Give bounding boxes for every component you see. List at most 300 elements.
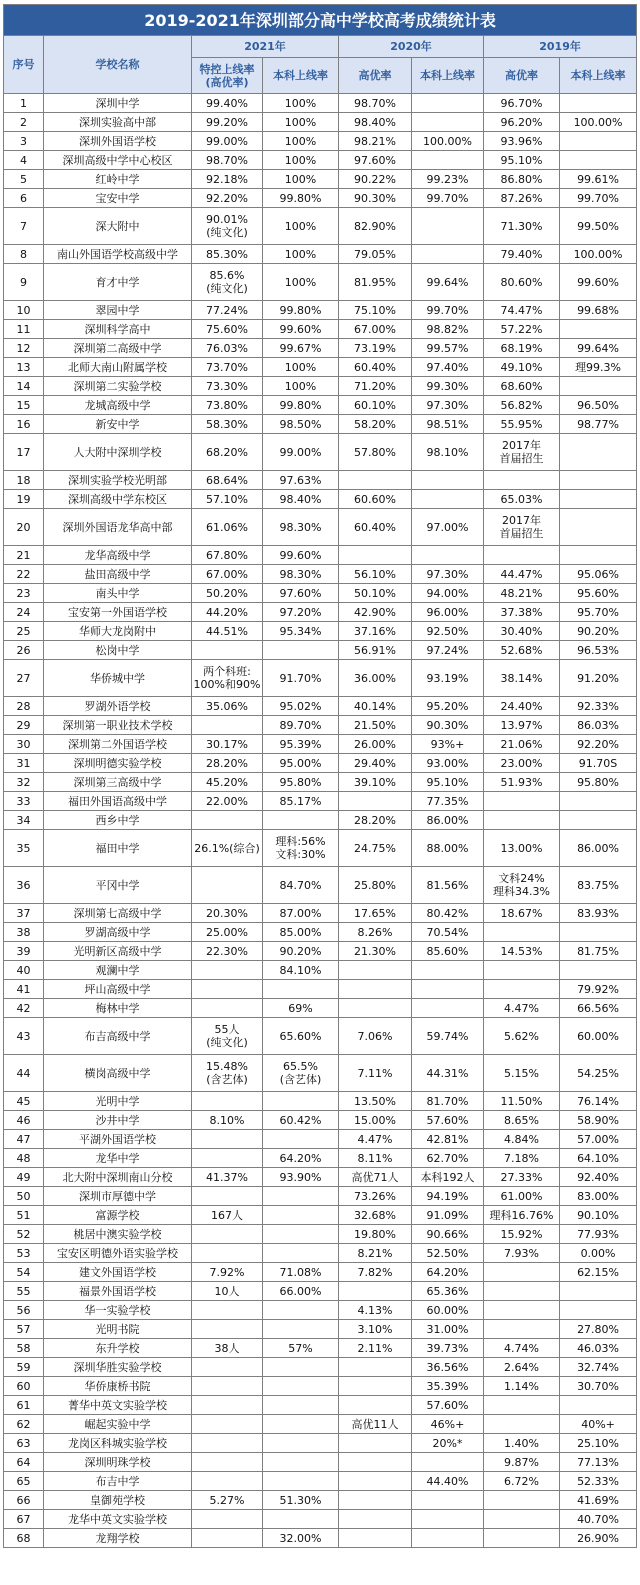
cell-school: 布吉中学	[44, 1472, 192, 1491]
cell-school: 东升学校	[44, 1339, 192, 1358]
table-row	[4, 1225, 637, 1244]
table-row	[4, 490, 637, 509]
cell-2021-undergrad-rate: 91.70%	[263, 660, 339, 697]
cell-2020-top-rate: 75.10%	[339, 301, 412, 320]
cell-2019-top-rate: 65.03%	[484, 490, 560, 509]
cell-2020-top-rate: 17.65%	[339, 904, 412, 923]
cell-2019-undergrad-rate: 95.70%	[560, 603, 637, 622]
cell-2019-undergrad-rate: 99.70%	[560, 189, 637, 208]
cell-2020-undergrad-rate	[412, 151, 484, 170]
cell-2021-undergrad-rate	[263, 1320, 339, 1339]
cell-2020-undergrad-rate: 97.40%	[412, 358, 484, 377]
cell-2021-undergrad-rate: 100%	[263, 377, 339, 396]
cell-2019-undergrad-rate: 64.10%	[560, 1149, 637, 1168]
cell-2021-undergrad-rate: 64.20%	[263, 1149, 339, 1168]
header-2020-top-rate: 高优率	[339, 58, 412, 94]
cell-2019-top-rate: 14.53%	[484, 942, 560, 961]
cell-2021-undergrad-rate: 100%	[263, 113, 339, 132]
cell-seq: 62	[4, 1415, 44, 1434]
cell-2020-undergrad-rate	[412, 961, 484, 980]
header-2021: 2021年	[192, 36, 339, 58]
cell-2021-top-rate: 50.20%	[192, 584, 263, 603]
cell-seq: 46	[4, 1111, 44, 1130]
cell-2021-undergrad-rate: 95.39%	[263, 735, 339, 754]
cell-school: 坪山高级中学	[44, 980, 192, 999]
cell-2021-top-rate	[192, 1225, 263, 1244]
cell-2019-undergrad-rate: 58.90%	[560, 1111, 637, 1130]
cell-2021-top-rate: 90.01% (纯文化)	[192, 208, 263, 245]
cell-2019-undergrad-rate	[560, 923, 637, 942]
table-row	[4, 1018, 637, 1055]
cell-2019-top-rate: 2.64%	[484, 1358, 560, 1377]
cell-2019-undergrad-rate: 83.93%	[560, 904, 637, 923]
cell-school: 北大附中深圳南山分校	[44, 1168, 192, 1187]
cell-school: 沙井中学	[44, 1111, 192, 1130]
cell-seq: 10	[4, 301, 44, 320]
cell-school: 育才中学	[44, 264, 192, 301]
cell-2020-top-rate: 19.80%	[339, 1225, 412, 1244]
cell-2021-top-rate: 77.24%	[192, 301, 263, 320]
cell-2019-undergrad-rate	[560, 434, 637, 471]
cell-seq: 39	[4, 942, 44, 961]
cell-2020-top-rate	[339, 546, 412, 565]
cell-2020-top-rate: 90.30%	[339, 189, 412, 208]
cell-seq: 23	[4, 584, 44, 603]
cell-2021-top-rate	[192, 1472, 263, 1491]
cell-2021-undergrad-rate	[263, 1358, 339, 1377]
cell-seq: 24	[4, 603, 44, 622]
cell-seq: 41	[4, 980, 44, 999]
cell-2020-top-rate: 56.10%	[339, 565, 412, 584]
cell-2019-undergrad-rate: 83.75%	[560, 867, 637, 904]
cell-2021-top-rate	[192, 1092, 263, 1111]
cell-2020-top-rate: 98.21%	[339, 132, 412, 151]
cell-school: 福田中学	[44, 830, 192, 867]
cell-2019-top-rate: 2017年 首届招生	[484, 509, 560, 546]
cell-2020-undergrad-rate: 99.30%	[412, 377, 484, 396]
cell-school: 华侨康桥书院	[44, 1377, 192, 1396]
cell-2019-top-rate: 6.72%	[484, 1472, 560, 1491]
cell-2021-undergrad-rate	[263, 1187, 339, 1206]
cell-2019-top-rate: 24.40%	[484, 697, 560, 716]
cell-2019-undergrad-rate	[560, 961, 637, 980]
cell-2020-top-rate: 8.11%	[339, 1149, 412, 1168]
cell-seq: 37	[4, 904, 44, 923]
cell-2020-top-rate: 21.50%	[339, 716, 412, 735]
cell-2020-undergrad-rate	[412, 1510, 484, 1529]
cell-2021-undergrad-rate	[263, 1472, 339, 1491]
cell-school: 布吉高级中学	[44, 1018, 192, 1055]
table-row	[4, 792, 637, 811]
cell-2020-top-rate	[339, 1510, 412, 1529]
cell-2020-undergrad-rate: 99.23%	[412, 170, 484, 189]
cell-2020-top-rate	[339, 1377, 412, 1396]
cell-2019-undergrad-rate	[560, 471, 637, 490]
cell-2019-top-rate: 74.47%	[484, 301, 560, 320]
cell-2019-top-rate: 2017年 首届招生	[484, 434, 560, 471]
cell-2020-undergrad-rate: 20%*	[412, 1434, 484, 1453]
cell-2021-top-rate: 28.20%	[192, 754, 263, 773]
cell-2019-top-rate: 7.18%	[484, 1149, 560, 1168]
cell-2019-undergrad-rate: 66.56%	[560, 999, 637, 1018]
cell-2020-top-rate: 25.80%	[339, 867, 412, 904]
cell-2021-top-rate: 85.30%	[192, 245, 263, 264]
cell-school: 宝安第一外国语学校	[44, 603, 192, 622]
cell-2020-undergrad-rate: 90.66%	[412, 1225, 484, 1244]
cell-2020-top-rate	[339, 471, 412, 490]
cell-2021-top-rate: 20.30%	[192, 904, 263, 923]
cell-school: 深圳第七高级中学	[44, 904, 192, 923]
table-row	[4, 961, 637, 980]
cell-2021-top-rate: 76.03%	[192, 339, 263, 358]
cell-2021-top-rate	[192, 999, 263, 1018]
cell-seq: 52	[4, 1225, 44, 1244]
cell-2021-undergrad-rate	[263, 1301, 339, 1320]
cell-seq: 6	[4, 189, 44, 208]
cell-school: 深圳第三高级中学	[44, 773, 192, 792]
cell-2019-top-rate	[484, 1415, 560, 1434]
cell-seq: 48	[4, 1149, 44, 1168]
cell-2020-undergrad-rate: 93%+	[412, 735, 484, 754]
cell-seq: 20	[4, 509, 44, 546]
table-row	[4, 1111, 637, 1130]
cell-2019-top-rate: 文科24% 理科34.3%	[484, 867, 560, 904]
cell-2021-top-rate	[192, 1415, 263, 1434]
table-row	[4, 754, 637, 773]
cell-2020-top-rate	[339, 980, 412, 999]
cell-2021-undergrad-rate: 99.80%	[263, 189, 339, 208]
cell-seq: 11	[4, 320, 44, 339]
table-row	[4, 1244, 637, 1263]
cell-2019-top-rate: 9.87%	[484, 1453, 560, 1472]
cell-seq: 56	[4, 1301, 44, 1320]
cell-school: 光明新区高级中学	[44, 942, 192, 961]
cell-2021-top-rate: 99.40%	[192, 94, 263, 113]
table-row	[4, 1206, 637, 1225]
cell-2020-top-rate: 73.19%	[339, 339, 412, 358]
cell-2019-undergrad-rate: 92.40%	[560, 1168, 637, 1187]
cell-seq: 44	[4, 1055, 44, 1092]
cell-2020-undergrad-rate	[412, 113, 484, 132]
cell-2020-top-rate: 26.00%	[339, 735, 412, 754]
cell-2019-top-rate	[484, 471, 560, 490]
cell-2020-undergrad-rate: 99.70%	[412, 189, 484, 208]
table-row	[4, 113, 637, 132]
table-row	[4, 1472, 637, 1491]
cell-2019-top-rate: 79.40%	[484, 245, 560, 264]
table-row	[4, 245, 637, 264]
cell-2020-top-rate: 32.68%	[339, 1206, 412, 1225]
table-row	[4, 1377, 637, 1396]
table-row	[4, 773, 637, 792]
cell-2020-top-rate: 39.10%	[339, 773, 412, 792]
cell-2020-undergrad-rate: 52.50%	[412, 1244, 484, 1263]
cell-2019-top-rate: 51.93%	[484, 773, 560, 792]
table-row	[4, 716, 637, 735]
cell-2020-top-rate: 97.60%	[339, 151, 412, 170]
cell-school: 翠园中学	[44, 301, 192, 320]
cell-2021-top-rate: 25.00%	[192, 923, 263, 942]
cell-2021-undergrad-rate	[263, 1092, 339, 1111]
cell-2020-undergrad-rate: 42.81%	[412, 1130, 484, 1149]
table-row	[4, 735, 637, 754]
cell-2020-undergrad-rate	[412, 245, 484, 264]
cell-2021-top-rate	[192, 1510, 263, 1529]
cell-2020-undergrad-rate: 97.00%	[412, 509, 484, 546]
cell-school: 光明书院	[44, 1320, 192, 1339]
cell-2021-undergrad-rate: 95.00%	[263, 754, 339, 773]
cell-seq: 43	[4, 1018, 44, 1055]
cell-school: 西乡中学	[44, 811, 192, 830]
cell-2020-undergrad-rate: 98.51%	[412, 415, 484, 434]
header-2019-undergrad-rate: 本科上线率	[560, 58, 637, 94]
cell-2020-top-rate: 60.40%	[339, 358, 412, 377]
cell-2019-top-rate	[484, 923, 560, 942]
cell-2019-top-rate	[484, 980, 560, 999]
cell-school: 深圳外国语学校	[44, 132, 192, 151]
cell-2019-top-rate: 87.26%	[484, 189, 560, 208]
cell-2019-undergrad-rate	[560, 1301, 637, 1320]
cell-2020-undergrad-rate: 98.82%	[412, 320, 484, 339]
cell-2020-top-rate: 42.90%	[339, 603, 412, 622]
cell-2021-top-rate	[192, 1320, 263, 1339]
cell-school: 松岗中学	[44, 641, 192, 660]
cell-2020-undergrad-rate: 99.57%	[412, 339, 484, 358]
cell-2020-top-rate: 高优11人	[339, 1415, 412, 1434]
cell-2019-undergrad-rate: 91.20%	[560, 660, 637, 697]
cell-2021-undergrad-rate: 98.30%	[263, 565, 339, 584]
cell-2019-top-rate: 38.14%	[484, 660, 560, 697]
table-row	[4, 471, 637, 490]
cell-2020-undergrad-rate	[412, 94, 484, 113]
cell-2019-undergrad-rate: 99.50%	[560, 208, 637, 245]
cell-2020-top-rate: 57.80%	[339, 434, 412, 471]
cell-seq: 53	[4, 1244, 44, 1263]
cell-2020-undergrad-rate	[412, 1529, 484, 1548]
table-row	[4, 830, 637, 867]
cell-2020-top-rate: 40.14%	[339, 697, 412, 716]
cell-2021-undergrad-rate: 90.20%	[263, 942, 339, 961]
cell-2021-undergrad-rate	[263, 1396, 339, 1415]
table-row	[4, 1149, 637, 1168]
cell-school: 观澜中学	[44, 961, 192, 980]
cell-school: 平冈中学	[44, 867, 192, 904]
cell-2020-undergrad-rate: 97.30%	[412, 565, 484, 584]
cell-2021-top-rate	[192, 1529, 263, 1548]
cell-2019-undergrad-rate: 30.70%	[560, 1377, 637, 1396]
cell-seq: 2	[4, 113, 44, 132]
cell-2019-top-rate: 48.21%	[484, 584, 560, 603]
cell-seq: 33	[4, 792, 44, 811]
cell-seq: 64	[4, 1453, 44, 1472]
cell-2019-undergrad-rate	[560, 320, 637, 339]
cell-2019-top-rate: 1.40%	[484, 1434, 560, 1453]
cell-school: 富源学校	[44, 1206, 192, 1225]
cell-2020-top-rate: 8.21%	[339, 1244, 412, 1263]
cell-2019-top-rate	[484, 1282, 560, 1301]
cell-2020-undergrad-rate	[412, 490, 484, 509]
cell-school: 深圳中学	[44, 94, 192, 113]
cell-school: 罗湖外语学校	[44, 697, 192, 716]
cell-2021-undergrad-rate: 89.70%	[263, 716, 339, 735]
cell-2020-undergrad-rate: 85.60%	[412, 942, 484, 961]
table-row	[4, 1529, 637, 1548]
cell-2021-undergrad-rate: 97.60%	[263, 584, 339, 603]
table-row	[4, 980, 637, 999]
cell-2019-undergrad-rate	[560, 509, 637, 546]
cell-2019-undergrad-rate	[560, 792, 637, 811]
cell-2019-undergrad-rate: 95.60%	[560, 584, 637, 603]
cell-2021-undergrad-rate: 100%	[263, 151, 339, 170]
cell-2020-top-rate: 71.20%	[339, 377, 412, 396]
cell-2019-undergrad-rate: 60.00%	[560, 1018, 637, 1055]
table-row	[4, 1453, 637, 1472]
cell-2020-undergrad-rate: 80.42%	[412, 904, 484, 923]
cell-2019-undergrad-rate: 99.68%	[560, 301, 637, 320]
cell-2021-undergrad-rate: 99.80%	[263, 301, 339, 320]
cell-2020-undergrad-rate: 93.19%	[412, 660, 484, 697]
cell-2019-top-rate: 1.14%	[484, 1377, 560, 1396]
cell-seq: 14	[4, 377, 44, 396]
table-row	[4, 1055, 637, 1092]
cell-2019-top-rate: 68.60%	[484, 377, 560, 396]
cell-2019-top-rate: 37.38%	[484, 603, 560, 622]
cell-2019-top-rate	[484, 1263, 560, 1282]
cell-2019-undergrad-rate: 86.00%	[560, 830, 637, 867]
cell-school: 深圳第二高级中学	[44, 339, 192, 358]
table-row	[4, 94, 637, 113]
cell-seq: 28	[4, 697, 44, 716]
cell-2019-undergrad-rate	[560, 546, 637, 565]
cell-2020-top-rate: 98.70%	[339, 94, 412, 113]
cell-seq: 9	[4, 264, 44, 301]
header-2020: 2020年	[339, 36, 484, 58]
table-row	[4, 151, 637, 170]
cell-2019-undergrad-rate: 96.53%	[560, 641, 637, 660]
cell-2021-top-rate: 7.92%	[192, 1263, 263, 1282]
cell-2019-undergrad-rate: 95.06%	[560, 565, 637, 584]
cell-2020-top-rate: 15.00%	[339, 1111, 412, 1130]
cell-2020-undergrad-rate	[412, 208, 484, 245]
table-row	[4, 189, 637, 208]
cell-2019-undergrad-rate: 32.74%	[560, 1358, 637, 1377]
cell-2021-top-rate	[192, 811, 263, 830]
cell-2020-undergrad-rate: 44.31%	[412, 1055, 484, 1092]
header-2019: 2019年	[484, 36, 637, 58]
header-2020-undergrad-rate: 本科上线率	[412, 58, 484, 94]
cell-seq: 17	[4, 434, 44, 471]
cell-2021-undergrad-rate	[263, 1130, 339, 1149]
cell-school: 深圳第一职业技术学校	[44, 716, 192, 735]
cell-2021-undergrad-rate: 60.42%	[263, 1111, 339, 1130]
table-row	[4, 1491, 637, 1510]
cell-2019-undergrad-rate: 27.80%	[560, 1320, 637, 1339]
table-row	[4, 999, 637, 1018]
cell-2021-undergrad-rate	[263, 1415, 339, 1434]
cell-2021-top-rate: 73.70%	[192, 358, 263, 377]
cell-2020-top-rate: 4.47%	[339, 1130, 412, 1149]
cell-2021-top-rate: 75.60%	[192, 320, 263, 339]
score-table	[3, 4, 637, 1548]
cell-school: 龙华中英文实验学校	[44, 1510, 192, 1529]
cell-school: 深圳第二实验学校	[44, 377, 192, 396]
cell-2020-top-rate	[339, 1529, 412, 1548]
cell-2019-undergrad-rate: 91.70S	[560, 754, 637, 773]
cell-school: 深大附中	[44, 208, 192, 245]
cell-2019-top-rate: 7.93%	[484, 1244, 560, 1263]
table-title: 2019-2021年深圳部分高中学校高考成绩统计表	[4, 5, 637, 36]
cell-2019-undergrad-rate	[560, 94, 637, 113]
cell-2020-top-rate: 90.22%	[339, 170, 412, 189]
cell-2020-undergrad-rate: 98.10%	[412, 434, 484, 471]
cell-2019-top-rate: 61.00%	[484, 1187, 560, 1206]
cell-seq: 47	[4, 1130, 44, 1149]
cell-2021-top-rate: 10人	[192, 1282, 263, 1301]
cell-2020-top-rate: 60.40%	[339, 509, 412, 546]
cell-2020-top-rate: 81.95%	[339, 264, 412, 301]
cell-school: 华一实验学校	[44, 1301, 192, 1320]
cell-2019-top-rate: 13.00%	[484, 830, 560, 867]
cell-seq: 51	[4, 1206, 44, 1225]
cell-2019-top-rate: 8.65%	[484, 1111, 560, 1130]
cell-2020-undergrad-rate: 62.70%	[412, 1149, 484, 1168]
cell-2021-top-rate: 57.10%	[192, 490, 263, 509]
table-row	[4, 301, 637, 320]
cell-2021-undergrad-rate: 71.08%	[263, 1263, 339, 1282]
header-school: 学校名称	[44, 36, 192, 94]
cell-2019-undergrad-rate: 79.92%	[560, 980, 637, 999]
cell-2021-undergrad-rate: 65.60%	[263, 1018, 339, 1055]
cell-2021-undergrad-rate: 32.00%	[263, 1529, 339, 1548]
cell-2019-top-rate: 95.10%	[484, 151, 560, 170]
cell-2020-undergrad-rate: 57.60%	[412, 1111, 484, 1130]
cell-2021-undergrad-rate: 100%	[263, 264, 339, 301]
cell-school: 深圳外国语龙华高中部	[44, 509, 192, 546]
cell-school: 龙岗区科城实验学校	[44, 1434, 192, 1453]
table-row	[4, 415, 637, 434]
table-row	[4, 320, 637, 339]
table-row	[4, 1434, 637, 1453]
cell-2021-undergrad-rate	[263, 1206, 339, 1225]
cell-2020-top-rate: 50.10%	[339, 584, 412, 603]
cell-2019-undergrad-rate	[560, 490, 637, 509]
cell-school: 深圳明珠学校	[44, 1453, 192, 1472]
cell-2019-undergrad-rate: 54.25%	[560, 1055, 637, 1092]
cell-2020-undergrad-rate: 39.73%	[412, 1339, 484, 1358]
cell-school: 华侨城中学	[44, 660, 192, 697]
cell-2021-top-rate: 5.27%	[192, 1491, 263, 1510]
table-row	[4, 1396, 637, 1415]
cell-2020-undergrad-rate: 81.56%	[412, 867, 484, 904]
cell-2021-undergrad-rate: 99.67%	[263, 339, 339, 358]
cell-school: 龙华高级中学	[44, 546, 192, 565]
table-row	[4, 622, 637, 641]
cell-2021-undergrad-rate: 100%	[263, 358, 339, 377]
table-row	[4, 565, 637, 584]
cell-2019-undergrad-rate: 40.70%	[560, 1510, 637, 1529]
cell-seq: 18	[4, 471, 44, 490]
cell-2019-top-rate: 52.68%	[484, 641, 560, 660]
cell-2020-top-rate: 2.11%	[339, 1339, 412, 1358]
cell-2021-undergrad-rate	[263, 1434, 339, 1453]
cell-seq: 25	[4, 622, 44, 641]
cell-2019-top-rate	[484, 1396, 560, 1415]
cell-2019-top-rate	[484, 1491, 560, 1510]
cell-2019-undergrad-rate: 99.60%	[560, 264, 637, 301]
cell-2019-undergrad-rate: 62.15%	[560, 1263, 637, 1282]
cell-2019-top-rate: 68.19%	[484, 339, 560, 358]
cell-2021-undergrad-rate: 66.00%	[263, 1282, 339, 1301]
